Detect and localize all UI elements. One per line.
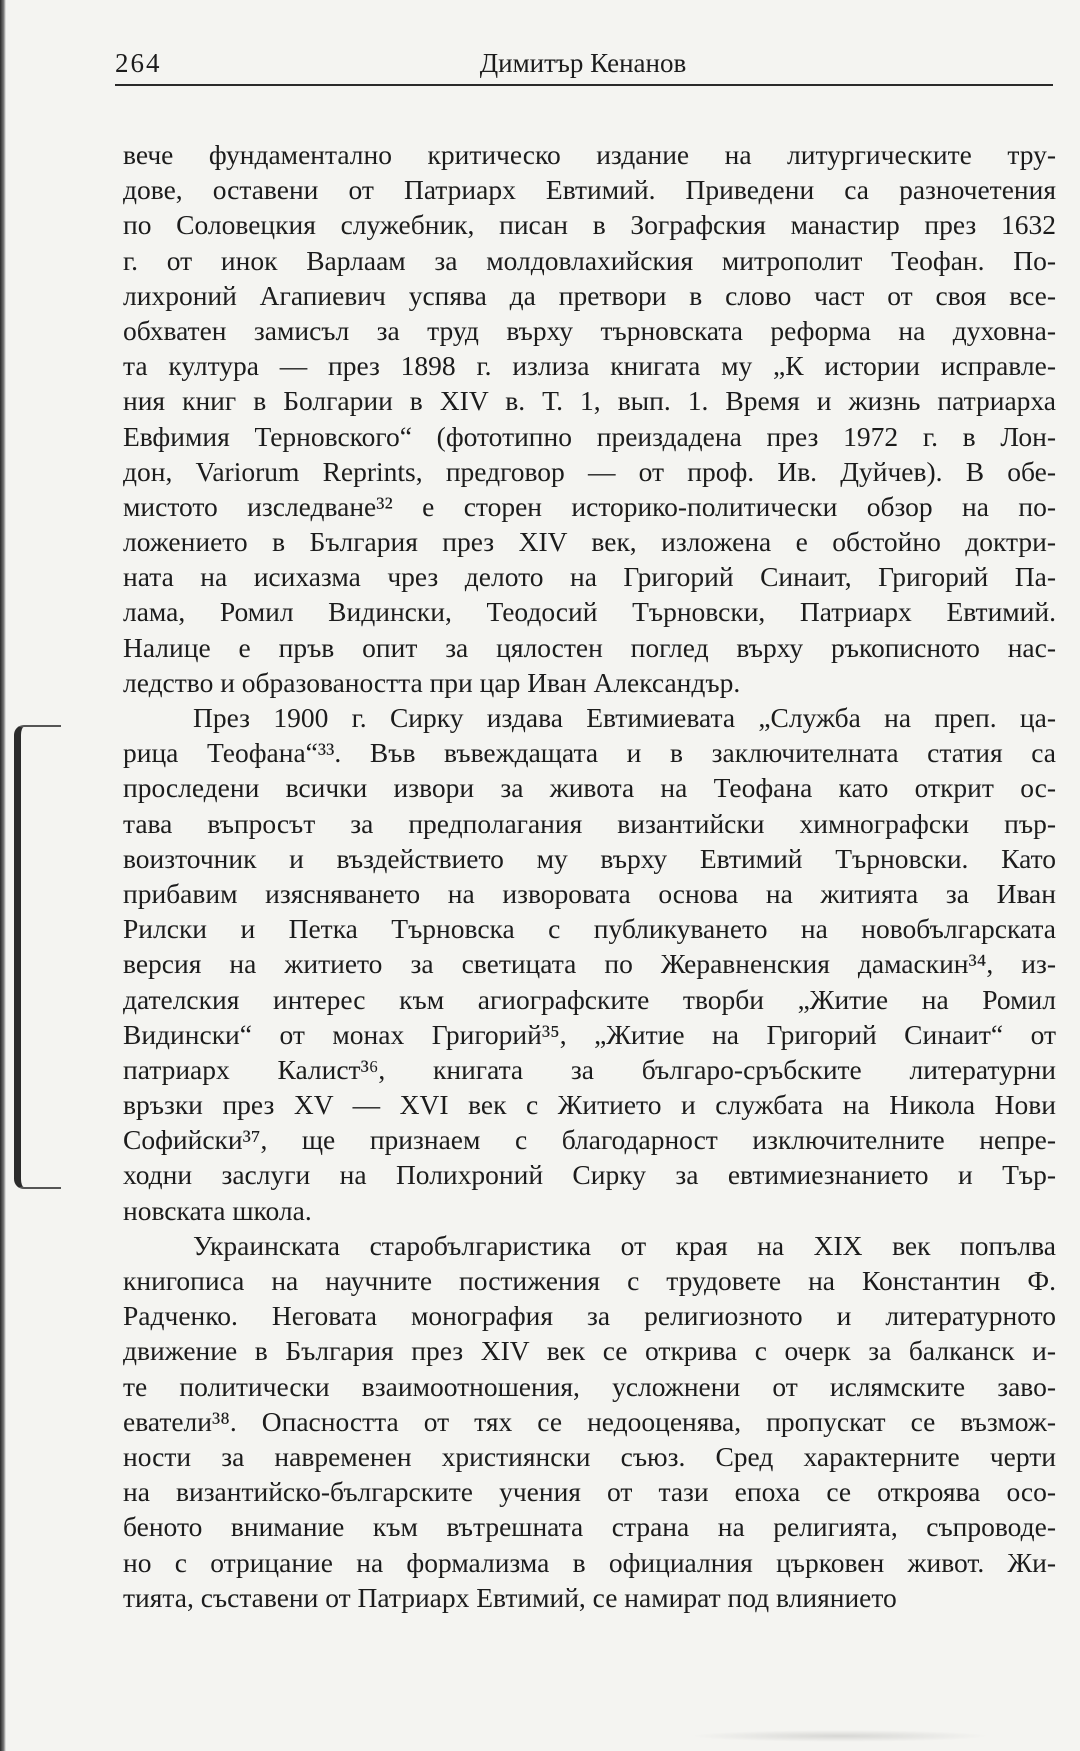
- text-line: дове, оставени от Патриарх Евтимий. Приведени са разночетения: [123, 174, 1056, 206]
- text-line: еватели³⁸. Опасността от тях се недооценява, пропускат се възмож-: [123, 1405, 1056, 1437]
- text-line: Видински“ от монах Григорий³⁵, „Житие на Григорий Синаит“ от: [123, 1018, 1056, 1050]
- text-line: ния книг в Болгарии в XIV в. Т. 1, вып. 1. Время и жизнь патриарха: [123, 385, 1056, 417]
- text-line: ходни заслуги на Полихроний Сирку за евтимиезнанието и Тър-: [123, 1159, 1056, 1191]
- text-line: но с отрицание на формализма в официалния църковен живот. Жи-: [123, 1546, 1056, 1578]
- text-line: дон, Variorum Reprints, предговор — от проф. Ив. Дуйчев). В обе-: [123, 455, 1056, 487]
- text-line: През 1900 г. Сирку издава Евтимиевата „Служба на преп. ца-: [193, 702, 1056, 733]
- text-line: Украинската старобългаристика от края на XIX век попълва: [193, 1229, 1056, 1261]
- text-line: патриарх Калист³⁶, книгата за българо-сръбските литературни: [123, 1053, 1056, 1085]
- text-line: рица Теофана“³³. Във въвеждащата и в заключителната статия са: [123, 737, 1056, 769]
- header-rule: [115, 84, 1053, 86]
- text-line: Рилски и Петка Търновска с публикуването на новобългарската: [123, 913, 1056, 945]
- text-line: Софийски³⁷, ще признаем с благодарност изключителните непре-: [123, 1124, 1056, 1156]
- text-line: Радченко. Неговата монография за религиозното и литературното: [123, 1300, 1056, 1332]
- text-line: тията, съставени от Патриарх Евтимий, се намират под влиянието: [123, 1581, 897, 1613]
- running-title: Димитър Кенанов: [479, 48, 687, 78]
- text-line: версия на житието за светицата по Жеравненския дамаскин³⁴, из-: [123, 948, 1056, 980]
- text-line: движение в България през XIV век се открива с очерк за балканск и-: [123, 1335, 1056, 1367]
- text-line: лама, Ромил Видински, Теодосий Търновски, Патриарх Евтимий.: [123, 596, 1056, 628]
- text-line: връзки през XV — XVI век с Житието и службата на Никола Нови: [123, 1089, 1056, 1121]
- text-line: на византийско-българските учения от тази епоха се откроява осо-: [123, 1476, 1056, 1508]
- text-line: г. от инок Варлаам за молдовлахийския митрополит Теофан. По-: [123, 244, 1056, 276]
- clip-mark: [14, 725, 61, 1189]
- paragraph: [123, 700, 1056, 1228]
- text-line: ложението в България през XIV век, изложена е обстойно доктри-: [123, 526, 1056, 558]
- text-line: прибавим изясняването на изворовата основа на житията за Иван: [123, 877, 1056, 909]
- text-line: новската школа.: [123, 1194, 312, 1226]
- paragraph: [123, 1228, 1056, 1615]
- text-line: тава въпросът за предполагания византийски химнографски пър-: [123, 807, 1056, 839]
- body-text: [123, 137, 1056, 1615]
- text-line: ледство и образоваността при цар Иван Александър.: [123, 666, 741, 698]
- paragraph: [123, 137, 1056, 700]
- text-line: вече фундаментално критическо издание на литургическите тру-: [123, 139, 1056, 170]
- scan-smudge: [690, 1730, 990, 1742]
- text-line: Евфимия Терновского“ (фототипно преиздадена през 1972 г. в Лон-: [123, 420, 1056, 452]
- text-line: ности за навременен християнски съюз. Сред характерните черти: [123, 1440, 1056, 1472]
- text-line: проследени всички извори за живота на Теофана като открит ос-: [123, 772, 1056, 804]
- page-header: [115, 44, 1051, 88]
- page-binding-edge: [0, 0, 6, 1751]
- text-line: та култура — през 1898 г. излиза книгата му „К истории исправле-: [123, 350, 1056, 382]
- text-line: ната на исихазма чрез делото на Григорий Синаит, Григорий Па-: [123, 561, 1056, 593]
- page-number: 264: [115, 48, 162, 78]
- text-line: воизточник и въздействието му върху Евтимий Търновски. Като: [123, 842, 1056, 874]
- text-line: лихроний Агапиевич успява да претвори в слово част от своя все-: [123, 279, 1056, 311]
- text-line: книгописа на научните постижения с трудовете на Константин Ф.: [123, 1265, 1056, 1296]
- text-line: дателския интерес към агиографските творби „Житие на Ромил: [123, 983, 1056, 1015]
- text-line: Налице е пръв опит за цялостен поглед върху ръкописното нас-: [123, 631, 1056, 663]
- text-line: мистото изследване³² е сторен историко-политически обзор на по-: [123, 490, 1056, 522]
- text-line: по Соловецкия служебник, писан в Зографския манастир през 1632: [123, 209, 1056, 241]
- text-line: те политически взаимоотношения, усложнени от ислямските заво-: [123, 1370, 1056, 1402]
- text-line: беното внимание към вътрешната страна на религията, съпроводе-: [123, 1511, 1056, 1543]
- text-line: обхватен замисъл за труд върху търновската реформа на духовна-: [123, 314, 1056, 346]
